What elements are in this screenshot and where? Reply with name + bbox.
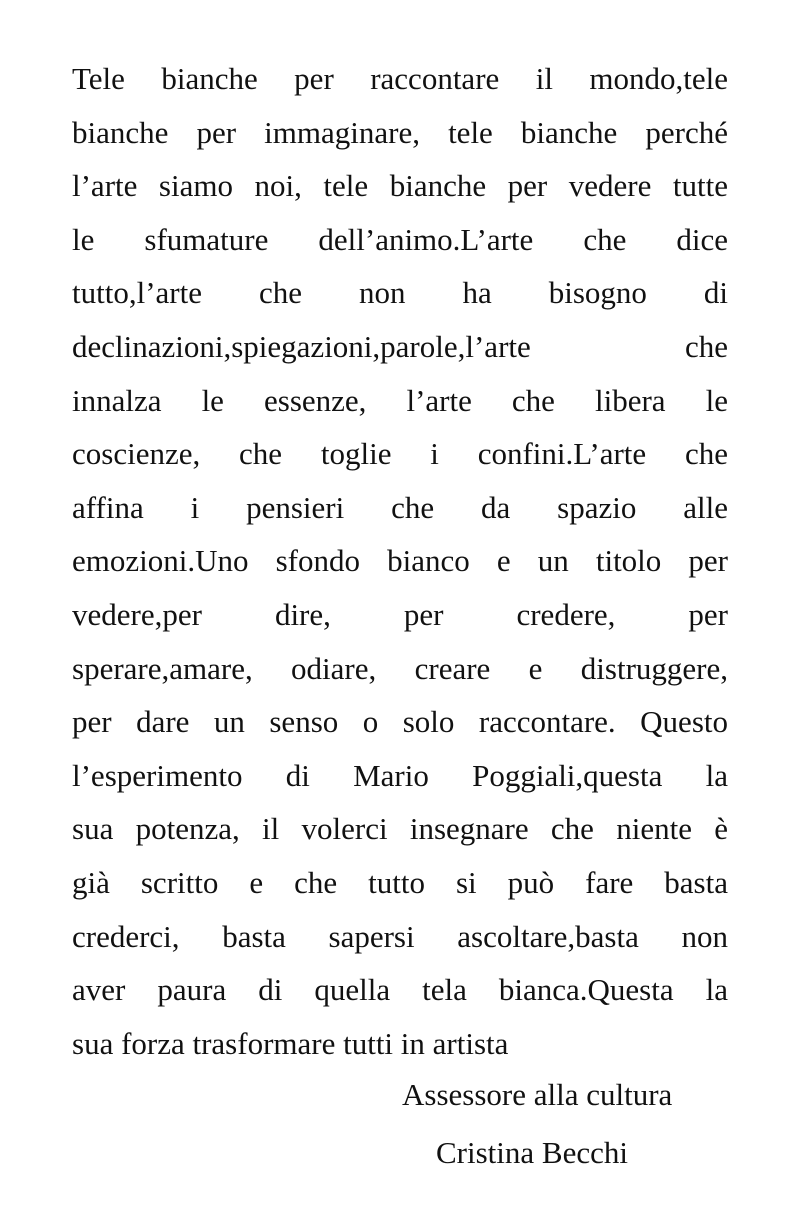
text-line: aver paura di quella tela bianca.Questa la xyxy=(72,972,728,1008)
text-line: crederci, basta sapersi ascoltare,basta non xyxy=(72,918,728,954)
text-line: emozioni.Uno sfondo bianco e un titolo per xyxy=(72,543,728,579)
text-line: già scritto e che tutto si può fare basta xyxy=(72,864,728,900)
text-line: l’arte siamo noi, tele bianche per vedere tutte xyxy=(72,168,728,204)
text-line: per dare un senso o solo raccontare. Questo xyxy=(72,704,728,740)
body-paragraph xyxy=(72,52,728,1070)
text-line: affina i pensieri che da spazio alle xyxy=(72,489,728,525)
text-line: vedere,per dire, per credere, per xyxy=(72,596,728,632)
text-line: declinazioni,spiegazioni,parole,l’arte che xyxy=(72,328,728,364)
signature-role: Assessore alla cultura xyxy=(402,1077,673,1112)
text-line: l’esperimento di Mario Poggiali,questa la xyxy=(72,757,728,793)
text-line-last: sua forza trasformare tutti in artista xyxy=(72,1025,509,1061)
text-line: sperare,amare, odiare, creare e distruggere, xyxy=(72,650,728,686)
signature-name: Cristina Becchi xyxy=(436,1135,628,1170)
text-line: le sfumature dell’animo.L’arte che dice xyxy=(72,221,728,257)
text-line: coscienze, che toglie i confini.L’arte che xyxy=(72,436,728,472)
text-line: innalza le essenze, l’arte che libera le xyxy=(72,382,728,418)
text-line: sua potenza, il volerci insegnare che niente è xyxy=(72,811,728,847)
text-line: tutto,l’arte che non ha bisogno di xyxy=(72,275,728,311)
text-line: bianche per immaginare, tele bianche perché xyxy=(72,114,728,150)
text-line: Tele bianche per raccontare il mondo,tele xyxy=(72,61,728,96)
